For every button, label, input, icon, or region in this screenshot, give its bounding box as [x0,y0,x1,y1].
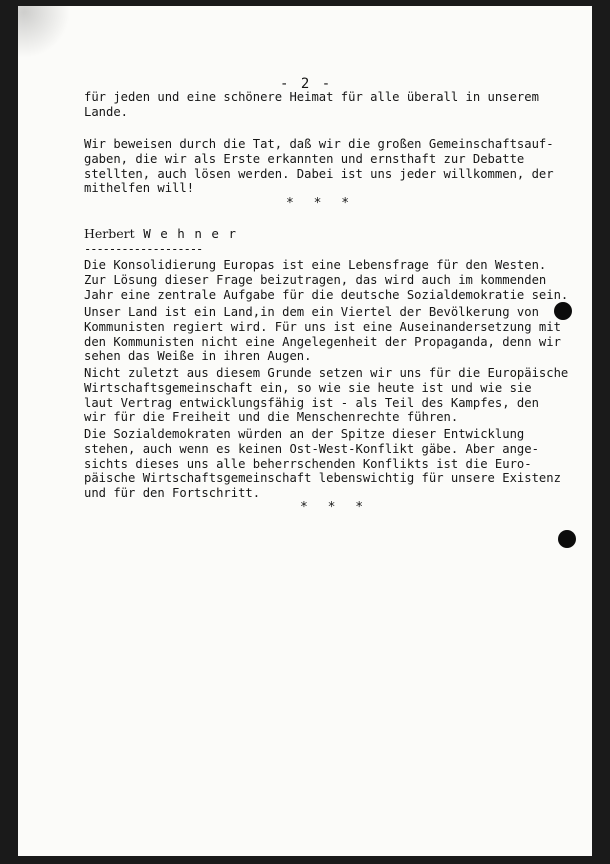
document-page [18,6,592,856]
paragraph-1 [84,137,574,196]
author-underline: ------------------- [84,242,203,256]
text-line: Die Sozialdemokraten würden an der Spitze dieser Entwicklung [84,427,525,441]
text-line: Jahr eine zentrale Aufgabe für die deutsche Sozialdemokratie sein. [84,287,569,302]
text-line: gaben, die wir als Erste erkannten und ernsthaft zur Debatte [84,151,525,166]
text-line: Unser Land ist ein Land,in dem ein Viertel der Bevölkerung von [84,305,539,319]
paragraph-4 [84,366,574,425]
text-line: wir für die Freiheit und die Menschenrechte führen. [84,410,459,425]
text-line: Lande. [84,104,129,119]
text-line: und für den Fortschritt. [84,486,261,501]
text-line: Zur Lösung dieser Frage beizutragen, das wird auch im kommenden [84,272,547,287]
text-line: Nicht zuletzt aus diesem Grunde setzen wir uns für die Europäische [84,366,569,380]
text-line: stehen, auch wenn es keinen Ost-West-Konflikt gäbe. Aber ange- [84,441,539,456]
text-line: Kommunisten regiert wird. Für uns ist eine Auseinandersetzung mit [84,319,561,334]
scan-artifact [18,6,78,66]
text-line: Wir beweisen durch die Tat, daß wir die großen Gemeinschaftsauf- [84,137,554,151]
text-line: laut Vertrag entwicklungsfähig ist - als Teil des Kampfes, den [84,395,539,410]
paragraph-2 [84,258,574,302]
text-line: für jeden und eine schönere Heimat für alle überall in unserem [84,90,539,104]
text-line: mithelfen will! [84,181,195,196]
section-separator: * * * [300,500,370,515]
text-line: sehen das Weiße in ihren Augen. [84,349,312,364]
text-line: sichts dieses uns alle beherrschenden Konflikts ist die Euro- [84,456,532,471]
author-heading [84,226,237,241]
intro-paragraph [84,90,574,120]
text-line: Wirtschaftsgemeinschaft ein, so wie sie heute ist und wie sie [84,380,532,395]
author-first-name: Herbert [84,226,135,241]
section-separator: * * * [286,196,356,211]
author-last-name: W e h n e r [143,226,237,241]
text-line: stellten, auch lösen werden. Dabei ist uns jeder willkommen, der [84,166,554,181]
paragraph-3 [84,305,574,364]
punch-hole [554,302,572,320]
punch-hole [558,530,576,548]
text-line: Die Konsolidierung Europas ist eine Lebensfrage für den Westen. [84,258,547,272]
page-number: - 2 - [280,76,333,92]
paragraph-5 [84,427,574,501]
text-line: päische Wirtschaftsgemeinschaft lebenswichtig für unsere Existenz [84,471,561,486]
text-line: den Kommunisten nicht eine Angelegenheit der Propaganda, denn wir [84,334,561,349]
